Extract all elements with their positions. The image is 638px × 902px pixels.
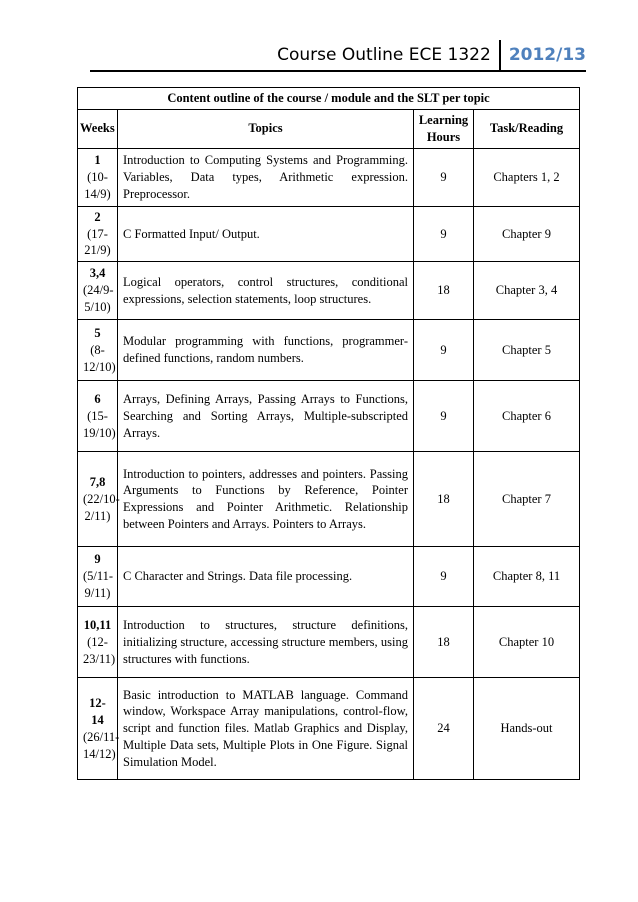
week-number: 3,4 (89, 266, 106, 281)
topics-cell: Introduction to structures, structure definitions, initializing structure, accessing structure members, using structures with functions. (118, 607, 414, 678)
week-cell (78, 452, 118, 547)
hours-cell: 18 (414, 607, 474, 678)
hours-cell: 9 (414, 206, 474, 262)
task-cell: Chapter 10 (474, 607, 580, 678)
table-row (78, 678, 580, 780)
table-header-row (78, 109, 580, 148)
task-cell: Chapter 9 (474, 206, 580, 262)
table-row (78, 262, 580, 320)
header-rule (90, 70, 586, 72)
week-dates: (5/11-9/11) (83, 569, 114, 601)
table-row (78, 320, 580, 381)
table-row (78, 148, 580, 206)
task-cell: Chapter 8, 11 (474, 547, 580, 607)
weeks-header: Weeks (78, 109, 118, 148)
task-header: Task/Reading (474, 109, 580, 148)
topics-cell: Introduction to pointers, addresses and pointers. Passing Arguments to Functions by Reference, Pointer Expressions and Pointer Arithmetic. Relationship between Pointers and Arrays. Pointers to Arrays. (118, 452, 414, 547)
week-cell (78, 262, 118, 320)
week-cell (78, 381, 118, 452)
table-row (78, 607, 580, 678)
table-row (78, 452, 580, 547)
hours-cell: 24 (414, 678, 474, 780)
table-row (78, 547, 580, 607)
hours-cell: 18 (414, 262, 474, 320)
topics-cell: Arrays, Defining Arrays, Passing Arrays to Functions, Searching and Sorting Arrays, Multiple-subscripted Arrays. (118, 381, 414, 452)
week-number: 2 (94, 209, 101, 224)
course-outline-table (77, 87, 580, 780)
week-number: 5 (94, 325, 101, 340)
week-cell (78, 547, 118, 607)
week-dates: (24/9-5/10) (83, 283, 114, 315)
week-dates: (12-23/11) (83, 634, 116, 666)
week-cell (78, 678, 118, 780)
week-dates: (17-21/9) (84, 226, 111, 258)
task-cell: Chapters 1, 2 (474, 148, 580, 206)
hours-header: Learning Hours (414, 109, 474, 148)
week-number: 10,11 (83, 617, 112, 632)
table-caption: Content outline of the course / module and the SLT per topic (78, 88, 580, 110)
week-cell (78, 206, 118, 262)
topics-cell: C Character and Strings. Data file processing. (118, 547, 414, 607)
topics-cell: Logical operators, control structures, conditional expressions, selection statements, loop structures. (118, 262, 414, 320)
page-header (277, 40, 586, 70)
week-number: 6 (94, 391, 101, 406)
week-cell (78, 607, 118, 678)
topics-cell: Basic introduction to MATLAB language. Command window, Workspace Array manipulations, control-flow, script and function files. Matlab Graphics and Display, Multiple Data sets, Multiple Plots in One Figure. Signal Simulation Model. (118, 678, 414, 780)
hours-cell: 9 (414, 148, 474, 206)
week-number: 9 (94, 552, 101, 567)
week-number: 1 (94, 152, 101, 167)
hours-cell: 18 (414, 452, 474, 547)
task-cell: Chapter 7 (474, 452, 580, 547)
topics-cell: Introduction to Computing Systems and Programming. Variables, Data types, Arithmetic expression. Preprocessor. (118, 148, 414, 206)
task-cell: Hands-out (474, 678, 580, 780)
task-cell: Chapter 6 (474, 381, 580, 452)
week-dates: (8-12/10) (83, 342, 116, 374)
task-cell: Chapter 5 (474, 320, 580, 381)
week-cell (78, 148, 118, 206)
hours-cell: 9 (414, 547, 474, 607)
week-number: 7,8 (89, 474, 106, 489)
week-dates: (10-14/9) (84, 169, 111, 201)
hours-cell: 9 (414, 381, 474, 452)
week-dates: (26/11-14/12) (83, 729, 120, 761)
topics-cell: C Formatted Input/ Output. (118, 206, 414, 262)
week-cell (78, 320, 118, 381)
course-title: Course Outline ECE 1322 (277, 45, 491, 65)
table-row (78, 206, 580, 262)
task-cell: Chapter 3, 4 (474, 262, 580, 320)
table-row (78, 381, 580, 452)
week-dates: (22/10-2/11) (83, 491, 120, 523)
hours-cell: 9 (414, 320, 474, 381)
week-dates: (15-19/10) (83, 408, 116, 440)
week-number: 12-14 (89, 696, 106, 727)
topics-cell: Modular programming with functions, programmer-defined functions, random numbers. (118, 320, 414, 381)
academic-year: 2012/13 (508, 45, 586, 65)
topics-header: Topics (118, 109, 414, 148)
